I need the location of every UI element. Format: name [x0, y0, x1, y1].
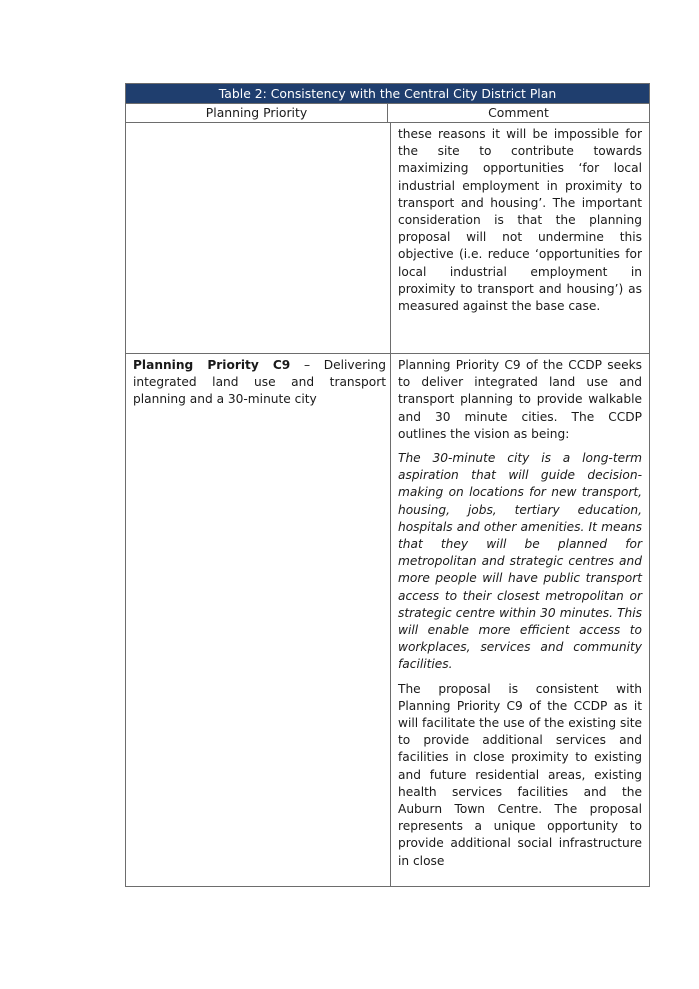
comment-cell [391, 354, 649, 886]
table-row [125, 354, 650, 887]
priority-cell-empty [126, 123, 391, 353]
header-planning-priority: Planning Priority [126, 104, 388, 122]
priority-cell [126, 354, 391, 886]
table-title: Table 2: Consistency with the Central City District Plan [125, 83, 650, 103]
priority-description: – Delivering integrated land use and transport planning and a 30-minute city [133, 358, 386, 407]
comment-paragraph: Planning Priority C9 of the CCDP seeks to deliver integrated land use and transport planning to provide walkable and 30 minute cities. The CCDP outlines the vision as being: [398, 358, 642, 441]
comment-text: these reasons it will be impossible for the site to contribute towards maximizing opportunities ‘for local industrial employment in proximity to transport and housing’. The important consideration is that the planning proposal will not undermine this objective (i.e. reduce ‘opportunities for local industrial employment in proximity to transport and housing’) as measured against the base case. [398, 127, 642, 314]
comment-quote: The 30-minute city is a long-term aspiration that will guide decision-making on locations for new transport, housing, jobs, tertiary education, hospitals and other amenities. It means that they will be planned for metropolitan and strategic centres and more people will have public transport access to their closest metropolitan or strategic centre within 30 minutes. This will enable more efficient access to workplaces, services and community facilities. [398, 451, 642, 672]
consistency-table [125, 83, 650, 887]
comment-cell [391, 123, 649, 353]
header-comment: Comment [488, 105, 549, 120]
table-row [125, 123, 650, 354]
priority-name: Planning Priority C9 [133, 358, 291, 372]
table-header-row [125, 103, 650, 123]
priority-text [133, 357, 386, 409]
comment-paragraph: The proposal is consistent with Planning Priority C9 of the CCDP as it will facilitate the use of the existing site to provide additional services and facilities in close proximity to existing and future residential areas, existing health services facilities and the Auburn Town Centre. The proposal represents a unique opportunity to provide additional social infrastructure in close [398, 681, 642, 868]
